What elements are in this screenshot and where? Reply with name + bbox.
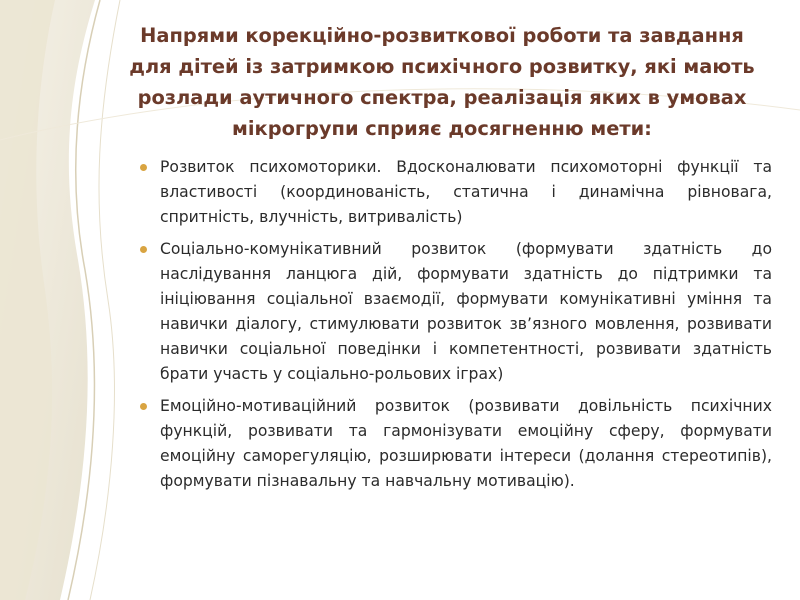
bullet-list (132, 155, 772, 501)
bullet-dot-icon (140, 403, 147, 410)
bullet-item-emotional-motivational (132, 394, 772, 494)
bullet-item-psychomotor (132, 155, 772, 230)
bullet-dot-icon (140, 164, 147, 171)
bullet-dot-icon (140, 246, 147, 253)
bullet-text: Емоційно-мотиваційний розвиток (розвивати довільність психічних функцій, розвивати та гармонізувати емоційну сферу, формувати емоційну саморегуляцію, розширювати інтереси (долання стереотипів), формувати пізнавальну та навчальну мотивацію). (160, 397, 772, 490)
bullet-text: Соціально-комунікативний розвиток (формувати здатність до наслідування ланцюга дій, формувати здатність до підтримки та ініціювання соціальної взаємодії, формувати комунікативні уміння та навички діалогу, стимулювати розвиток зв’язного мовлення, розвивати навички соціальної поведінки і компетентності, розвивати здатність брати участь у соціально-рольових іграх) (160, 240, 772, 383)
bullet-item-social-communicative (132, 237, 772, 387)
bullet-text: Розвиток психомоторики. Вдосконалювати психомоторні функції та властивості (координованість, статична і динамічна рівновага, спритність, влучність, витривалість) (160, 158, 772, 226)
slide-title: Напрями корекційно-розвиткової роботи та завдання для дітей із затримкою психічного розвитку, які мають розлади аутичного спектра, реалізація яких в умовах мікрогрупи сприяє досягненню мети: (129, 24, 755, 140)
